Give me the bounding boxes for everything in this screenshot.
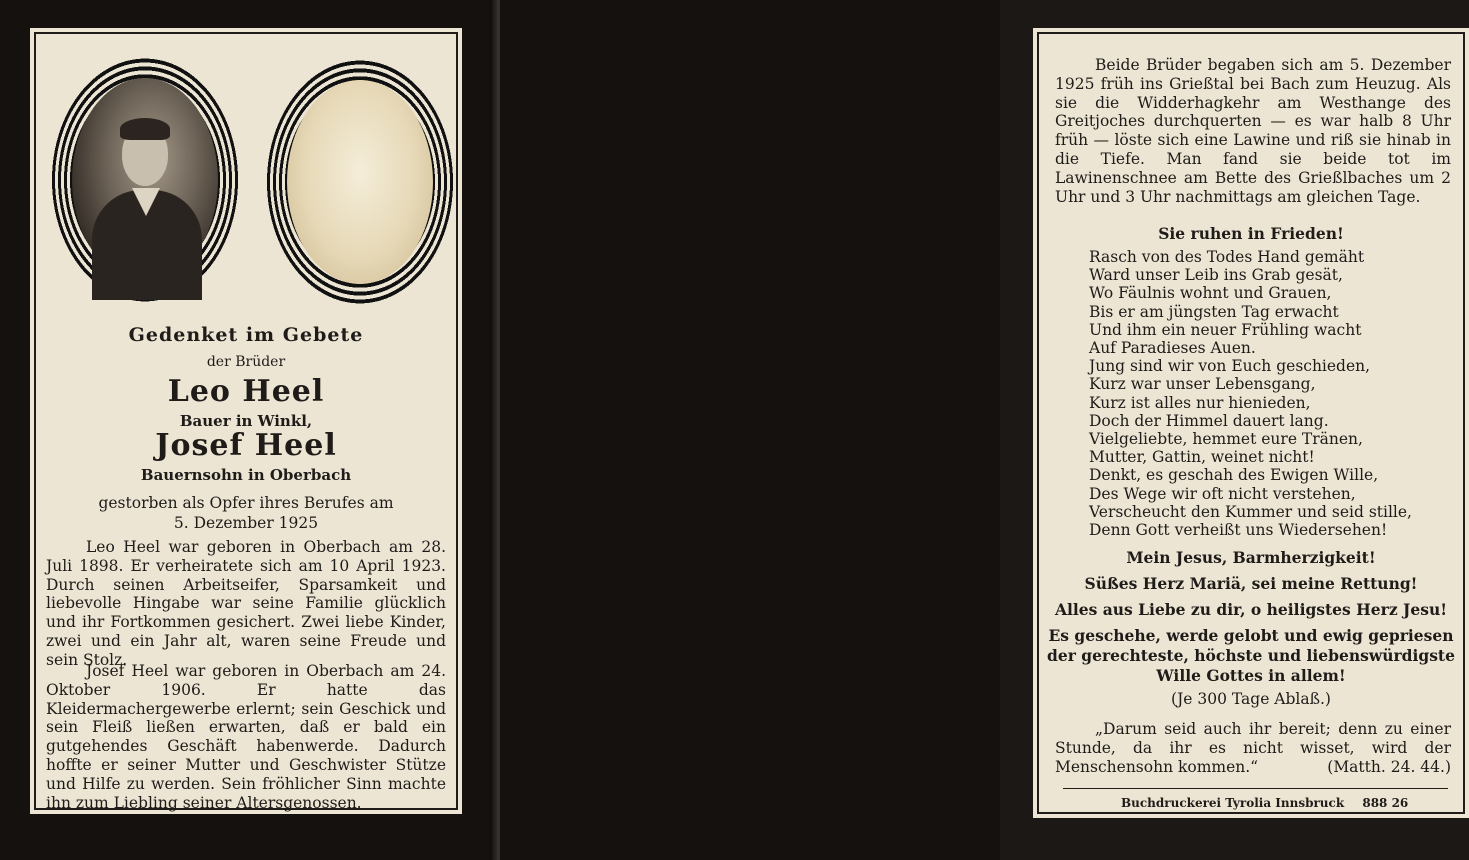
memorial-heading: Gedenket im Gebete xyxy=(128,324,364,346)
imprint-divider xyxy=(1063,788,1448,789)
role-leo: Bauer in Winkl, xyxy=(179,412,313,430)
poem-line: Auf Paradieses Auen. xyxy=(1089,339,1256,358)
prayer-will-1: Es geschehe, werde gelobt und ewig gepriesen xyxy=(1048,626,1454,645)
printer-imprint xyxy=(1121,796,1408,810)
poem-line: Doch der Himmel dauert lang. xyxy=(1089,411,1329,430)
name-leo: Leo Heel xyxy=(167,374,325,409)
poem-line: Wo Fäulnis wohnt und Grauen, xyxy=(1089,284,1332,303)
prayer-will-3: Wille Gottes in allem! xyxy=(1156,666,1346,685)
prayer-jesus: Mein Jesus, Barmherzigkeit! xyxy=(1126,548,1376,567)
death-date: 5. Dezember 1925 xyxy=(173,514,319,532)
prayer-will-2: der gerechteste, höchste und liebenswürdigste xyxy=(1047,646,1455,665)
indulgence-note: (Je 300 Tage Ablaß.) xyxy=(1171,690,1331,708)
role-josef: Bauernsohn in Oberbach xyxy=(140,466,352,484)
portrait-frame-left xyxy=(50,56,240,304)
poem-line: Und ihm ein neuer Frühling wacht xyxy=(1089,320,1362,339)
poem-line: Jung sind wir von Euch geschieden, xyxy=(1089,357,1371,376)
card-left-half xyxy=(0,0,500,860)
right-panel xyxy=(1033,28,1469,818)
poem-line: Denkt, es geschah des Ewigen Wille, xyxy=(1089,466,1379,485)
rest-in-peace: Sie ruhen in Frieden! xyxy=(1158,224,1344,243)
poem-line: Verscheucht den Kummer und seid stille, xyxy=(1089,502,1412,521)
poem xyxy=(1089,248,1459,539)
poem-line: Bis er am jüngsten Tag erwacht xyxy=(1089,302,1339,321)
poem-line: Mutter, Gattin, weinet nicht! xyxy=(1089,448,1315,467)
bio-josef: Josef Heel war geboren in Oberbach am 24. Oktober 1906. Er hatte das Kleidermachergewerbe erlernt; sein Geschick und sein Fleiß ließen erwarten, daß er bald ein gutgehendes Geschäft habenwerde. Dadurch hoffte er seiner Mutter und Geschwister Stütze und Hilfe zu werden. Sein fröhlicher Sinn machte ihn zum Liebling seiner Altersgenossen. xyxy=(46,662,446,812)
scripture-quote-text: „Darum seid auch ihr bereit; denn zu einer Stunde, da ihr es nicht wisset, wird der Menschensohn kommen.“ xyxy=(1055,720,1451,776)
poem-line: Kurz ist alles nur hienieden, xyxy=(1089,393,1311,412)
portrait-photo-faded xyxy=(287,80,433,284)
prayer-heart: Alles aus Liebe zu dir, o heiligstes Herz Jesu! xyxy=(1054,600,1448,619)
scripture-quote xyxy=(1055,720,1451,776)
prayer-mary: Süßes Herz Mariä, sei meine Rettung! xyxy=(1084,574,1418,593)
printer-name: Buchdruckerei Tyrolia Innsbruck xyxy=(1121,796,1345,810)
death-line-1: gestorben als Opfer ihres Berufes am xyxy=(98,494,394,512)
poem-line: Ward unser Leib ins Grab gesät, xyxy=(1089,266,1343,285)
poem-line: Kurz war unser Lebensgang, xyxy=(1089,375,1316,394)
poem-line: Denn Gott verheißt uns Wiedersehen! xyxy=(1089,521,1388,540)
poem-line: Vielgeliebte, hemmet eure Tränen, xyxy=(1089,430,1363,449)
portrait-photo-leo xyxy=(72,78,218,282)
name-josef: Josef Heel xyxy=(155,428,337,463)
poem-line: Des Wege wir oft nicht verstehen, xyxy=(1089,484,1356,503)
accident-account: Beide Brüder begaben sich am 5. Dezember 1925 früh ins Grießtal bei Bach zum Heuzug. Als sie die Widderhagkehr am Westhange des Greitjoches durchquerten — es war halb 8 Uhr früh — löste sich eine Lawine und riß sie hinab in die Tiefe. Man fand sie beide tot im Lawinenschnee am Bette des Grießlbaches um 2 Uhr und 3 Uhr nachmittags am gleichen Tage. xyxy=(1055,56,1451,206)
card-right-half xyxy=(500,0,1455,860)
left-panel xyxy=(30,28,462,814)
scripture-reference: (Matth. 24. 44.) xyxy=(1327,757,1451,776)
print-number: 888 26 xyxy=(1362,796,1409,810)
portrait-frame-right xyxy=(265,58,455,306)
bio-leo: Leo Heel war geboren in Oberbach am 28. Juli 1898. Er verheiratete sich am 10 April 1923. Durch seinen Arbeitseifer, Sparsamkeit und liebevolle Hingabe war seine Familie glücklich und ihr Fortkommen gesichert. Zwei liebe Kinder, zwei und ein Jahr alt, waren seine Freude und sein Stolz. xyxy=(46,538,446,669)
brothers-label: der Brüder xyxy=(206,354,286,370)
poem-line: Rasch von des Todes Hand gemäht xyxy=(1089,248,1365,266)
